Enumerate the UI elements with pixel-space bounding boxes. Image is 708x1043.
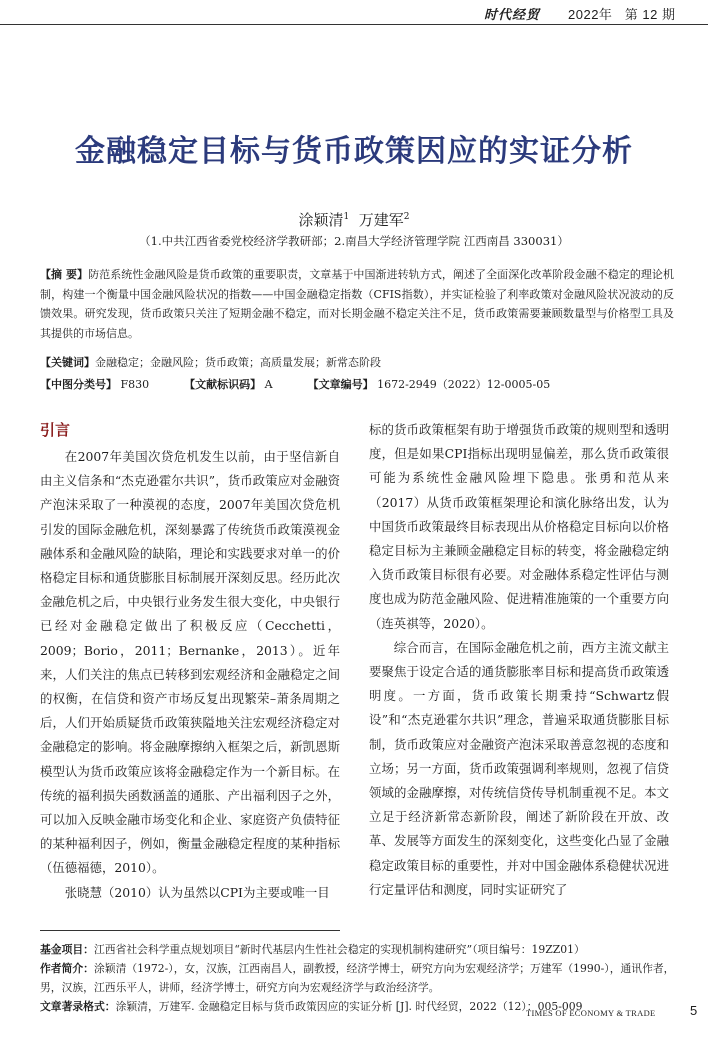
paragraph: 在2007年美国次贷危机发生以前，由于坚信新自由主义信条和“杰克逊霍尔共识”，货币政策应对金融资产泡沫采取了一种漠视的态度，2007年美国次贷危机引发的国际金融危机，深刻暴露了传统货币政策漠视金融体系和金融风险的缺陷，理论和实践要求对单一的价格稳定目标和通货膨胀目标制展开深刻反思。经历此次金融危机之后，中央银行业务发生很大变化，中央银行已经对金融稳定做出了积极反应（Cecchetti，2009；Borio，2011；Bernanke，2013）。近年来，人们关注的焦点已转移到宏观经济和金融稳定之间的权衡，在信贷和资产市场反复出现繁荣–萧条周期之后，人们开始质疑货币政策狭隘地关注宏观经济稳定对金融稳定的影响。将金融摩擦纳入框架之后，新凯恩斯模型认为货币政策应该将金融稳定作为一个新目标。在传统的福利损失函数涵盖的通胀、产出福利因子之外，可以加入反映金融市场变化和企业、家庭资产负债特征的某种福利因子，例如，衡量金融稳定程度的某种指标（伍德福德，2010）。 <box>40 449 340 876</box>
abstract <box>40 265 674 343</box>
issue-year: 2022年 <box>568 7 613 22</box>
doccode-label: 【文献标识码】 <box>184 378 262 391</box>
body-column-right <box>369 418 669 902</box>
author-superscript: 1 <box>343 212 350 222</box>
citation-label: 文章著录格式： <box>40 1000 116 1013</box>
issue-number: 第 12 期 <box>624 7 676 22</box>
citation-text: 涂颖清，万建军. 金融稳定目标与货币政策因应的实证分析 [J]. 时代经贸，2022（12）：005-009 <box>115 1000 583 1013</box>
author-info-label: 作者简介： <box>40 962 94 975</box>
author-line <box>0 209 708 230</box>
keywords <box>40 353 680 372</box>
page-number: 5 <box>690 1003 698 1018</box>
author-name: 涂颖清 <box>298 211 344 229</box>
body-column-left <box>40 418 340 905</box>
fund-text: 江西省社会科学重点规划项目“新时代基层内生性社会稳定的实现机制构建研究”（项目编号：19ZZ01） <box>93 943 585 956</box>
keywords-label: 【关键词】 <box>40 356 95 369</box>
footnote-divider <box>40 930 340 931</box>
classification-line <box>40 375 680 394</box>
paragraph: 张晓慧（2010）认为虽然以CPI为主要或唯一目 <box>64 884 330 900</box>
abstract-text: 防范系统性金融风险是货币政策的重要职责，文章基于中国渐进转轨方式，阐述了全面深化改革阶段金融不稳定的理论机制，构建一个衡量中国金融风险状况的指数——中国金融稳定指数（CFIS指数），并实证检验了利率政策对金融风险状况波动的反馈效果。研究发现，货币政策只关注了短期金融不稳定，而对长期金融不稳定关注不足，货币政策需要兼顾数量型与价格型工具及其提供的市场信息。 <box>40 268 674 340</box>
paragraph: 标的货币政策框架有助于增强货币政策的规则型和透明度，但是如果CPI指标出现明显偏差，那么货币政策很可能为系统性金融风险埋下隐患。张勇和范从来（2017）从货币政策框架理论和演化脉络出发，认为中国货币政策最终目标表现出从价格稳定目标向以价格稳定目标为主兼顾金融稳定目标的转变，将金融稳定纳入货币政策目标很有必要。对金融体系稳定性评估与测度也成为防范金融风险、促进精准施策的一个重要方向（连英祺等，2020）。 <box>369 422 669 631</box>
paragraph: 综合而言，在国际金融危机之前，西方主流文献主要聚焦于设定合适的通货膨胀率目标和提高货币政策透明度。一方面，货币政策长期秉持“Schwartz假设”和“杰克逊霍尔共识”理念，普遍采取通货膨胀目标制，货币政策应对金融资产泡沫采取善意忽视的态度和立场；另一方面，货币政策强调利率规则，忽视了信贷领域的金融摩擦，对传统信贷传导机制重视不足。本文立足于经济新常态新阶段，阐述了新阶段在开放、改革、发展等方面发生的深刻变化，这些变化凸显了金融稳定政策目标的重要性，并对中国金融体系稳健状况进行定量评估和测度，同时实证研究了 <box>369 639 669 897</box>
clc-value: F830 <box>120 378 150 391</box>
affiliation: （1.中共江西省委党校经济学教研部；2.南昌大学经济管理学院 江西南昌 330031） <box>139 234 569 248</box>
header-divider <box>0 24 708 25</box>
articleno-value: 1672-2949（2022）12-0005-05 <box>377 378 551 391</box>
fund-label: 基金项目： <box>40 943 94 956</box>
keywords-text: 金融稳定；金融风险；货币政策；高质量发展；新常态阶段 <box>95 356 381 369</box>
footer-journal-name: TIMES OF ECONOMY & TRADE <box>526 1008 656 1018</box>
fund-note <box>40 940 680 959</box>
author-superscript: 2 <box>403 212 410 222</box>
author-note <box>40 959 680 997</box>
author-info-text: 涂颖清（1972-），女，汉族，江西南昌人，副教授，经济学博士，研究方向为宏观经济学；万建军（1990-），通讯作者，男，汉族，江西乐平人，讲师，经济学博士，研究方向为宏观经济学与政治经济学。 <box>40 962 675 994</box>
journal-brand: 时代经贸 <box>484 8 541 23</box>
doccode-value: A <box>264 378 273 391</box>
clc-label: 【中图分类号】 <box>40 378 117 391</box>
footnotes <box>40 940 680 1016</box>
abstract-label: 【摘 要】 <box>40 268 89 281</box>
author-name: 万建军 <box>358 211 404 229</box>
section-heading: 引言 <box>40 421 71 439</box>
article-title: 金融稳定目标与货币政策因应的实证分析 <box>75 134 633 169</box>
articleno-label: 【文章编号】 <box>307 378 374 391</box>
issue-info <box>568 4 675 23</box>
